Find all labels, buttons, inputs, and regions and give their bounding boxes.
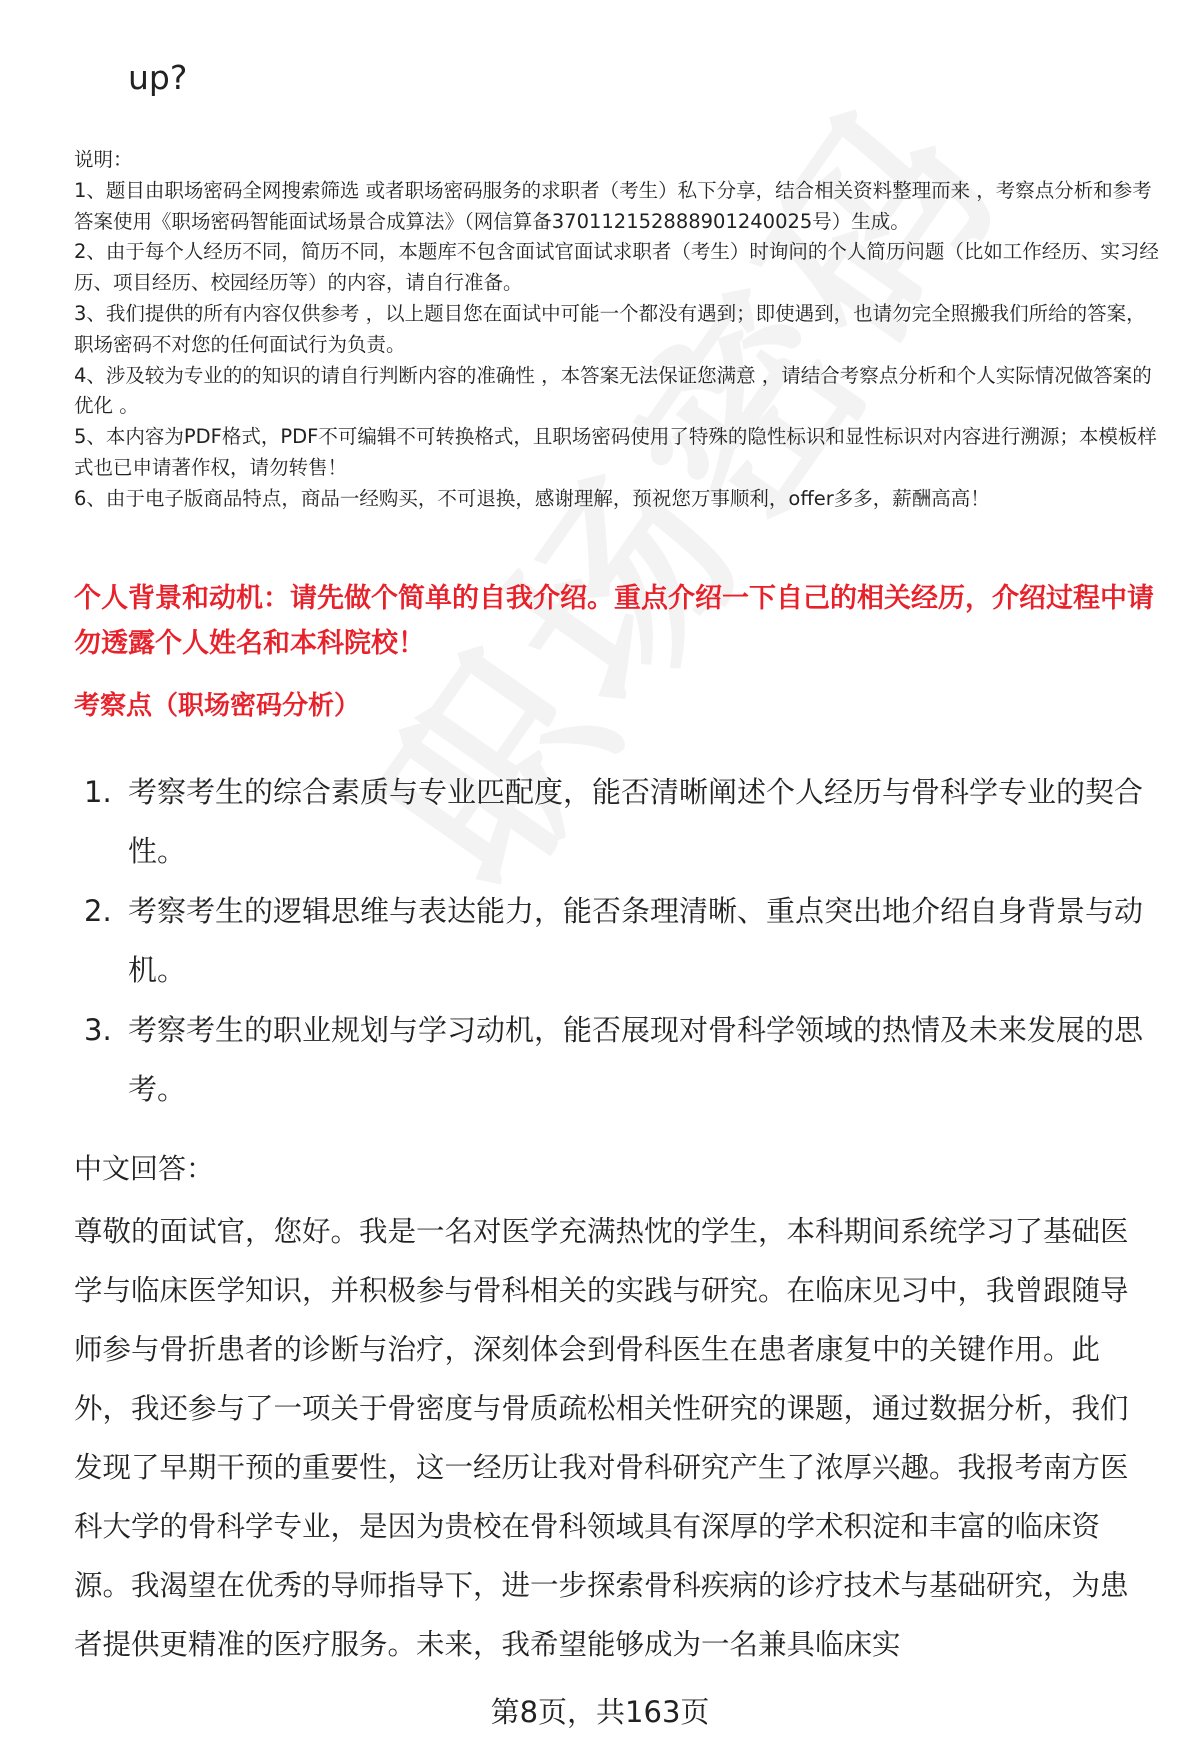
note-item-1: 1、题目由职场密码全网搜索筛选 或者职场密码服务的求职者（考生）私下分享，结合相关资料整理而来 ，考察点分析和参考答案使用《职场密码智能面试场景合成算法》（网信算备370112152888901240025号）生成。 xyxy=(74,178,1152,233)
note-item-2: 2、由于每个人经历不同，简历不同，本题库不包含面试官面试求职者（考生）时询问的个人简历问题（比如工作经历、实习经历、项目经历、校园经历等）的内容，请自行准备。 xyxy=(74,240,1159,295)
analysis-points xyxy=(74,763,1164,1120)
point-text: 考察考生的综合素质与专业匹配度，能否清晰阐述个人经历与骨科学专业的契合性。 xyxy=(128,775,1144,868)
disclaimer-notes xyxy=(74,145,1164,515)
previous-page-fragment: up? xyxy=(128,58,188,97)
note-item-6: 6、由于电子版商品特点，商品一经购买，不可退换，感谢理解，预祝您万事顺利，offer多多，薪酬高高！ xyxy=(74,486,990,510)
answer-text: 尊敬的面试官，您好。我是一名对医学充满热忱的学生，本科期间系统学习了基础医学与临床医学知识，并积极参与骨科相关的实践与研究。在临床见习中，我曾跟随导师参与骨折患者的诊断与治疗，深刻体会到骨科医生在患者康复中的关键作用。此外，我还参与了一项关于骨密度与骨质疏松相关性研究的课题，通过数据分析，我们发现了早期干预的重要性，这一经历让我对骨科研究产生了浓厚兴趣。我报考南方医科大学的骨科学专业，是因为贵校在骨科领域具有深厚的学术积淀和丰富的临床资源。我渴望在优秀的导师指导下，进一步探索骨科疾病的诊疗技术与基础研究，为患者提供更精准的医疗服务。未来，我希望能够成为一名兼具临床实 xyxy=(74,1215,1129,1661)
analysis-point-3 xyxy=(74,1001,1164,1119)
point-number: 3. xyxy=(84,1013,112,1047)
note-item-3: 3、我们提供的所有内容仅供参考 ，以上题目您在面试中可能一个都没有遇到；即使遇到，也请勿完全照搬我们所给的答案，职场密码不对您的任何面试行为负责。 xyxy=(74,301,1146,356)
point-number: 2. xyxy=(84,894,112,928)
point-number: 1. xyxy=(84,775,112,809)
point-text: 考察考生的职业规划与学习动机，能否展现对骨科学领域的热情及未来发展的思考。 xyxy=(128,1013,1144,1106)
page-footer: 第8页，共163页 xyxy=(490,1695,710,1729)
interview-question: 个人背景和动机：请先做个简单的自我介绍。重点介绍一下自己的相关经历，介绍过程中请勿透露个人姓名和本科院校！ xyxy=(74,583,1154,659)
note-item-5: 5、本内容为PDF格式，PDF不可编辑不可转换格式，且职场密码使用了特殊的隐性标识和显性标识对内容进行溯源；本模板样式也已申请著作权，请勿转售！ xyxy=(74,425,1157,479)
answer-label: 中文回答： xyxy=(74,1152,215,1185)
analysis-point-2 xyxy=(74,882,1164,1000)
notes-title: 说明： xyxy=(74,148,133,171)
analysis-title: 考察点（职场密码分析） xyxy=(74,691,361,721)
point-text: 考察考生的逻辑思维与表达能力，能否条理清晰、重点突出地介绍自身背景与动机。 xyxy=(128,894,1144,987)
analysis-point-1 xyxy=(74,763,1164,881)
note-item-4: 4、涉及较为专业的的知识的请自行判断内容的准确性 ，本答案无法保证您满意 ，请结合考察点分析和个人实际情况做答案的优化 。 xyxy=(74,363,1152,418)
